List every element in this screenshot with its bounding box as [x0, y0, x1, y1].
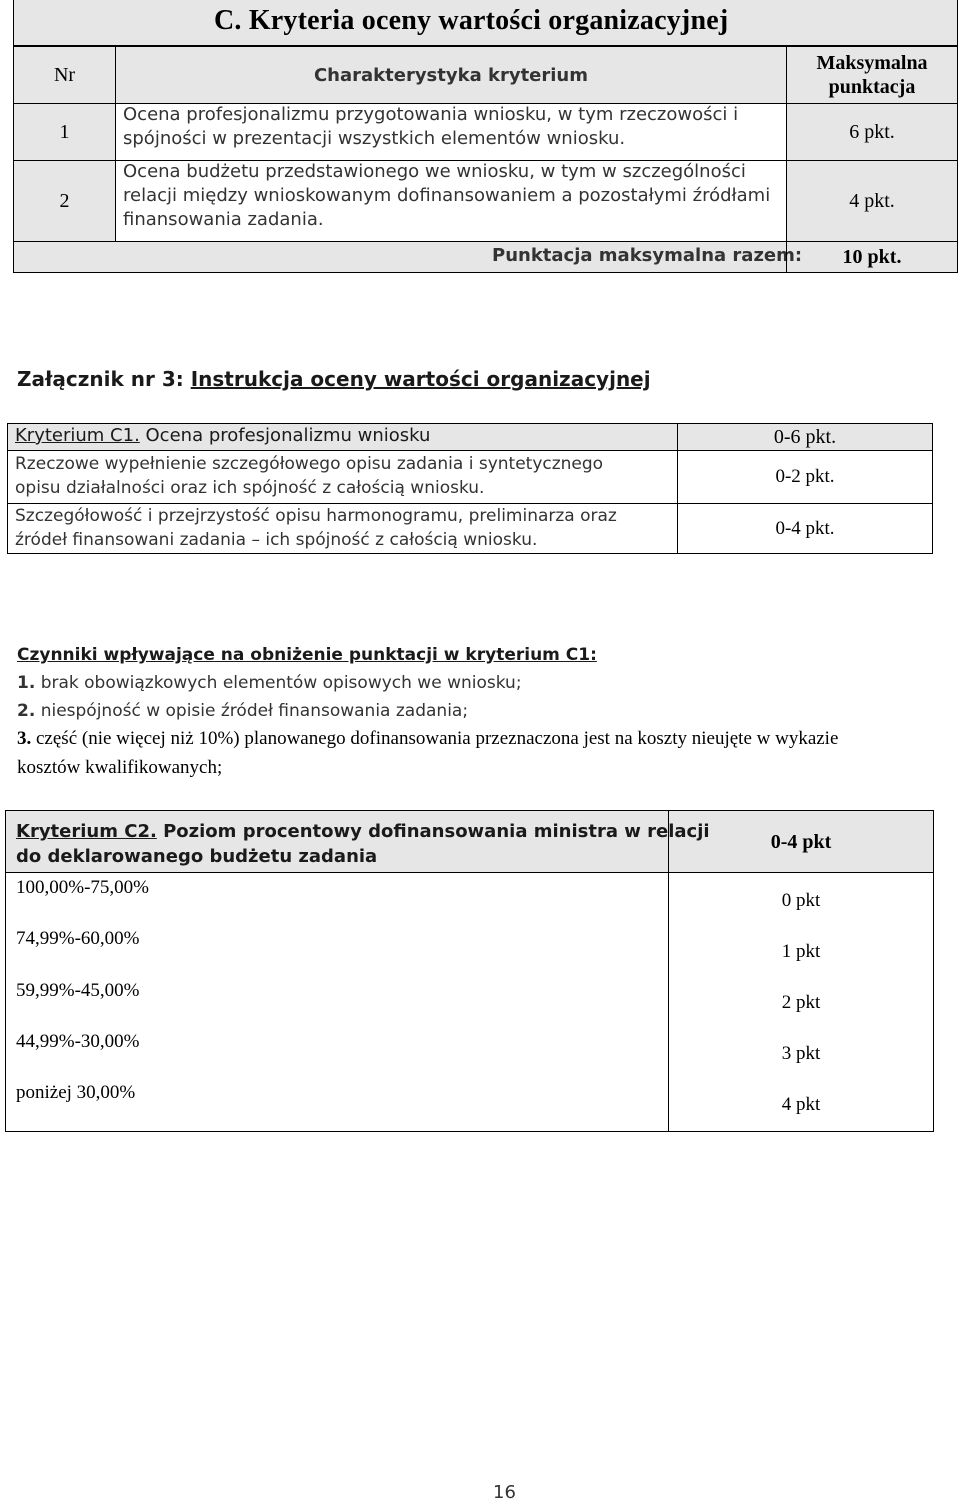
c2-points: 0-4 pkt — [770, 830, 832, 853]
total-label: Punktacja maksymalna razem: — [492, 245, 803, 266]
factor-2-text: niespójność w opisie źródeł finansowania zadania; — [35, 701, 469, 721]
c1-title-text: Ocena profesjonalizmu wniosku — [139, 425, 431, 446]
c2-label: Kryterium C2. — [16, 821, 157, 842]
factor-3-cont: kosztów kwalifikowanych; — [17, 757, 223, 778]
annex-heading — [17, 367, 651, 391]
c2-range-2: 74,99%-60,00% — [16, 928, 140, 949]
factor-2 — [17, 701, 468, 721]
factor-1-num: 1. — [17, 673, 36, 693]
c1-title — [15, 425, 430, 446]
header-characteristic: Charakterystyka kryterium — [115, 46, 787, 104]
row2-nr: 2 — [13, 160, 116, 242]
c2-range-points-5: 4 pkt — [781, 1094, 821, 1115]
c1-item1-points: 0-2 pkt. — [677, 450, 933, 504]
row2-points: 4 pkt. — [786, 160, 958, 242]
page-number: 16 — [493, 1482, 516, 1503]
c2-range-1: 100,00%-75,00% — [16, 877, 149, 898]
factor-3-num: 3. — [17, 728, 32, 749]
total-value: 10 pkt. — [786, 241, 958, 273]
c2-title-line1 — [16, 821, 710, 842]
header-nr: Nr — [13, 46, 116, 104]
row1-nr: 1 — [13, 103, 116, 161]
annex-heading-title: Instrukcja oceny wartości organizacyjnej — [190, 367, 651, 391]
row1-points: 6 pkt. — [786, 103, 958, 161]
factors-heading: Czynniki wpływające na obniżenie punktacji w kryterium C1: — [17, 645, 597, 665]
c1-points-cell: 0-6 pkt. — [677, 423, 933, 451]
c1-item2-points: 0-4 pkt. — [677, 503, 933, 554]
c2-range-points-1: 0 pkt — [781, 890, 821, 911]
row2-line2: relacji między wnioskowanym dofinansowaniem a pozostałymi źródłami — [123, 185, 771, 206]
row2-line1: Ocena budżetu przedstawionego we wniosku, w tym w szczególności — [123, 161, 746, 182]
c2-range-4: 44,99%-30,00% — [16, 1031, 140, 1052]
c1-label: Kryterium C1. — [15, 425, 140, 446]
c1-item2-line1: Szczegółowość i przejrzystość opisu harmonogramu, preliminarza oraz — [15, 506, 617, 526]
c2-range-5: poniżej 30,00% — [16, 1082, 136, 1103]
c1-item1-line1: Rzeczowe wypełnienie szczegółowego opisu zadania i syntetycznego — [15, 454, 604, 474]
c1-item1-line2: opisu działalności oraz ich spójność z całością wniosku. — [15, 478, 485, 498]
c2-title-text: Poziom procentowy dofinansowania ministra w relacji — [156, 821, 710, 842]
c2-range-points-3: 2 pkt — [781, 992, 821, 1013]
c2-range-points-4: 3 pkt — [781, 1043, 821, 1064]
c2-title-line2: do deklarowanego budżetu zadania — [16, 846, 378, 867]
factor-1-text: brak obowiązkowych elementów opisowych we wniosku; — [35, 673, 522, 693]
row2-line3: finansowania zadania. — [123, 209, 324, 230]
annex-heading-prefix: Załącznik nr 3: — [17, 367, 191, 391]
factor-1 — [17, 673, 522, 693]
table-c-title: C. Kryteria oceny wartości organizacyjnej — [214, 5, 729, 36]
row1-line2: spójności w prezentacji wszystkich elementów wniosku. — [123, 128, 626, 149]
factor-2-num: 2. — [17, 701, 36, 721]
factor-3-text: część (nie więcej niż 10%) planowanego dofinansowania przeznaczona jest na koszty nieujęte w wykazie — [31, 728, 839, 749]
row1-line1: Ocena profesjonalizmu przygotowania wniosku, w tym rzeczowości i — [123, 104, 739, 125]
c2-range-3: 59,99%-45,00% — [16, 980, 140, 1001]
c2-range-points-2: 1 pkt — [781, 941, 821, 962]
c1-item2-line2: źródeł finansowani zadania – ich spójność z całością wniosku. — [15, 530, 538, 550]
header-max: Maksymalna punktacja — [786, 46, 958, 104]
factor-3 — [17, 728, 838, 750]
